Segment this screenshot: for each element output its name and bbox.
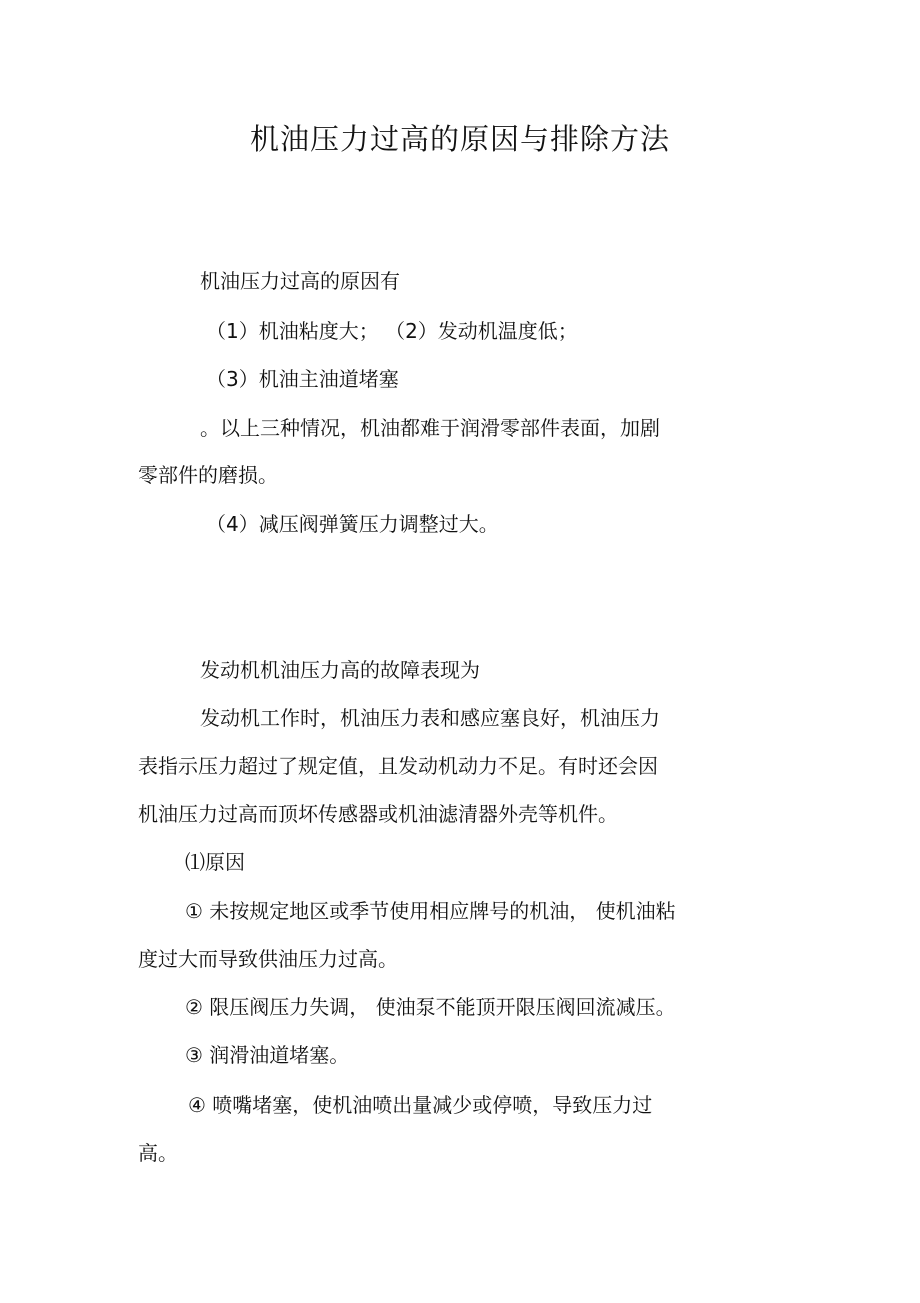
note-line-1: 。以上三种情况，机油都难于润滑零部件表面，加剧 [200, 416, 660, 440]
cause-4-line-2: 高。 [138, 1141, 178, 1165]
cause-1-line-1: ① 未按规定地区或季节使用相应牌号的机油， 使机油粘 [185, 899, 676, 923]
document-title: 机油压力过高的原因与排除方法 [249, 122, 670, 156]
symptom-line-2: 表指示压力超过了规定值，且发动机动力不足。有时还会因 [138, 754, 658, 778]
note-line-2: 零部件的磨损。 [138, 463, 278, 487]
cause-2: ② 限压阀压力失调， 使油泵不能顶开限压阀回流减压。 [185, 995, 676, 1019]
list-item-4: （4）减压阀弹簧压力调整过大。 [206, 512, 499, 536]
section1-heading: 机油压力过高的原因有 [200, 269, 400, 293]
list-item-3: （3）机油主油道堵塞 [206, 367, 399, 391]
section2-heading: 发动机机油压力高的故障表现为 [200, 658, 480, 682]
cause-1-line-2: 度过大而导致供油压力过高。 [138, 947, 398, 971]
symptom-line-3: 机油压力过高而顶坏传感器或机油滤清器外壳等机件。 [138, 802, 618, 826]
list-item-1-2: （1）机油粘度大； （2）发动机温度低； [206, 319, 578, 343]
cause-3: ③ 润滑油道堵塞。 [185, 1043, 350, 1067]
cause-4-line-1: ④ 喷嘴堵塞，使机油喷出量减少或停喷，导致压力过 [188, 1093, 653, 1117]
symptom-line-1: 发动机工作时，机油压力表和感应塞良好，机油压力 [200, 706, 660, 730]
cause-heading: ⑴原因 [185, 850, 245, 874]
